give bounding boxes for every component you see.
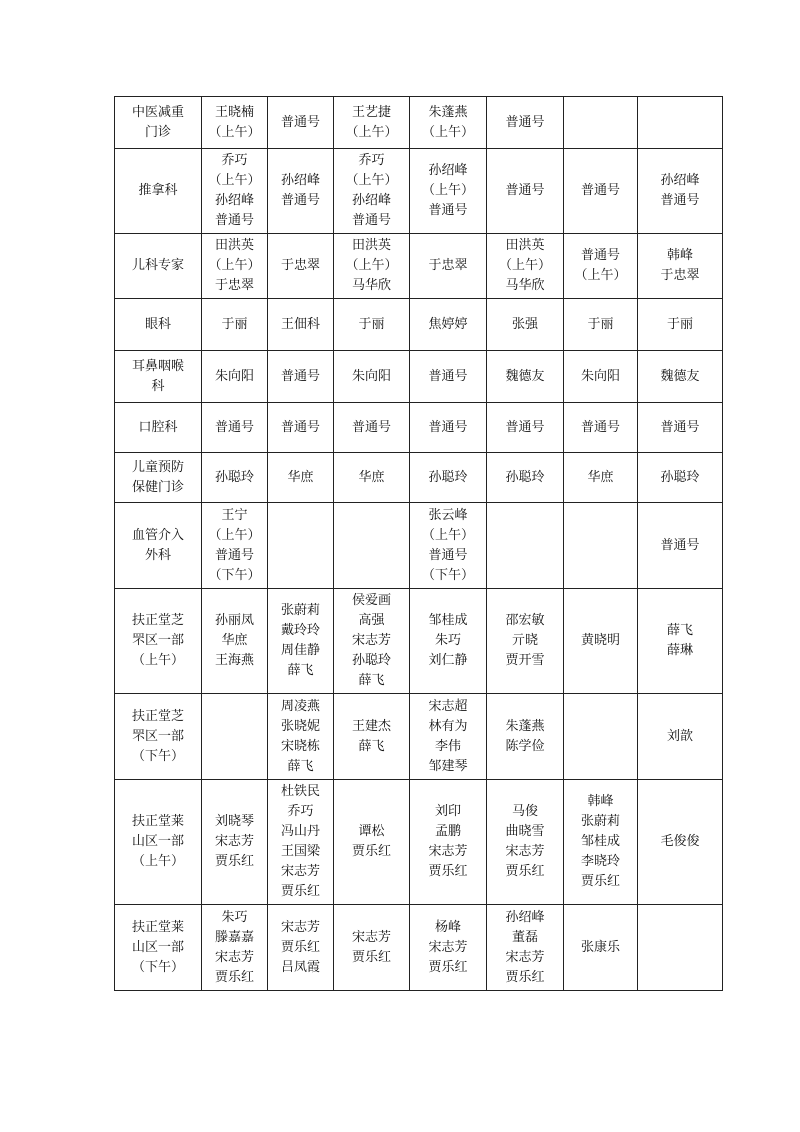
doctor-cell: 乔巧 （上午） 孙绍峰 普通号 <box>334 149 410 234</box>
doctor-cell: 刘晓琴 宋志芳 贾乐红 <box>202 780 268 905</box>
doctor-cell: 于忠翠 <box>268 234 334 299</box>
doctor-cell: 孙聪玲 <box>410 453 487 503</box>
doctor-cell: 普通号 <box>564 149 638 234</box>
doctor-cell: 普通号 <box>202 403 268 453</box>
doctor-cell: 王宁 （上午） 普通号 （下午） <box>202 503 268 589</box>
doctor-cell: 孙聪玲 <box>487 453 564 503</box>
doctor-cell: 魏德友 <box>487 351 564 403</box>
doctor-cell: 黄晓明 <box>564 589 638 694</box>
schedule-row <box>115 453 723 503</box>
doctor-cell: 普通号 <box>268 403 334 453</box>
doctor-cell: 薛飞 薛琳 <box>638 589 723 694</box>
doctor-cell: 周凌燕 张晓妮 宋晓栋 薛飞 <box>268 694 334 780</box>
doctor-cell: 孙绍峰 普通号 <box>268 149 334 234</box>
department-cell: 口腔科 <box>115 403 202 453</box>
department-cell: 耳鼻咽喉 科 <box>115 351 202 403</box>
doctor-cell: 田洪英 （上午） 马华欣 <box>487 234 564 299</box>
doctor-cell: 朱蓬燕 陈学俭 <box>487 694 564 780</box>
doctor-cell <box>202 694 268 780</box>
doctor-cell <box>638 905 723 991</box>
doctor-cell: 魏德友 <box>638 351 723 403</box>
schedule-row <box>115 351 723 403</box>
doctor-cell: 普通号 <box>638 403 723 453</box>
schedule-row <box>115 589 723 694</box>
doctor-cell: 朱向阳 <box>334 351 410 403</box>
doctor-cell: 华庶 <box>268 453 334 503</box>
doctor-cell: 侯爱画 高强 宋志芳 孙聪玲 薛飞 <box>334 589 410 694</box>
doctor-cell: 宋志芳 贾乐红 吕凤霞 <box>268 905 334 991</box>
doctor-cell: 杜铁民 乔巧 冯山丹 王国梁 宋志芳 贾乐红 <box>268 780 334 905</box>
doctor-cell <box>564 503 638 589</box>
doctor-cell: 杨峰 宋志芳 贾乐红 <box>410 905 487 991</box>
doctor-cell: 普通号 <box>268 351 334 403</box>
doctor-cell <box>268 503 334 589</box>
doctor-cell: 张康乐 <box>564 905 638 991</box>
doctor-cell: 孙聪玲 <box>638 453 723 503</box>
schedule-row <box>115 503 723 589</box>
doctor-cell: 朱蓬燕 （上午） <box>410 97 487 149</box>
doctor-cell <box>638 97 723 149</box>
doctor-cell: 王佃科 <box>268 299 334 351</box>
doctor-cell: 于丽 <box>202 299 268 351</box>
schedule-row <box>115 403 723 453</box>
department-cell: 血管介入 外科 <box>115 503 202 589</box>
doctor-cell: 普通号 <box>638 503 723 589</box>
doctor-cell: 孙丽凤 华庶 王海燕 <box>202 589 268 694</box>
doctor-cell: 普通号 <box>410 403 487 453</box>
department-cell: 推拿科 <box>115 149 202 234</box>
doctor-cell: 于丽 <box>334 299 410 351</box>
doctor-cell: 王艺捷 （上午） <box>334 97 410 149</box>
department-cell: 扶正堂芝 罘区一部 （下午） <box>115 694 202 780</box>
department-cell: 儿童预防 保健门诊 <box>115 453 202 503</box>
schedule-row <box>115 780 723 905</box>
doctor-cell: 普通号 <box>410 351 487 403</box>
schedule-row <box>115 299 723 351</box>
doctor-cell: 田洪英 （上午） 马华欣 <box>334 234 410 299</box>
doctor-cell: 孙绍峰 普通号 <box>638 149 723 234</box>
department-cell: 扶正堂莱 山区一部 （下午） <box>115 905 202 991</box>
doctor-cell <box>564 694 638 780</box>
doctor-cell: 邹桂成 朱巧 刘仁静 <box>410 589 487 694</box>
doctor-cell: 刘印 孟鹏 宋志芳 贾乐红 <box>410 780 487 905</box>
doctor-cell: 普通号 <box>334 403 410 453</box>
department-cell: 儿科专家 <box>115 234 202 299</box>
doctor-cell: 于忠翠 <box>410 234 487 299</box>
doctor-cell: 韩峰 张蔚莉 邹桂成 李晓玲 贾乐红 <box>564 780 638 905</box>
doctor-cell: 张云峰 （上午） 普通号 （下午） <box>410 503 487 589</box>
doctor-cell: 毛俊俊 <box>638 780 723 905</box>
doctor-cell: 宋志超 林有为 李伟 邹建琴 <box>410 694 487 780</box>
doctor-cell: 孙聪玲 <box>202 453 268 503</box>
doctor-cell: 邵宏敏 亓晓 贾开雪 <box>487 589 564 694</box>
doctor-cell: 韩峰 于忠翠 <box>638 234 723 299</box>
department-cell: 中医减重 门诊 <box>115 97 202 149</box>
doctor-cell: 焦婷婷 <box>410 299 487 351</box>
doctor-cell: 于丽 <box>564 299 638 351</box>
doctor-cell: 田洪英 （上午） 于忠翠 <box>202 234 268 299</box>
doctor-cell: 普通号 <box>268 97 334 149</box>
schedule-row <box>115 694 723 780</box>
doctor-cell: 孙绍峰 董磊 宋志芳 贾乐红 <box>487 905 564 991</box>
doctor-cell: 华庶 <box>334 453 410 503</box>
schedule-table <box>114 96 723 991</box>
doctor-cell: 华庶 <box>564 453 638 503</box>
schedule-row <box>115 234 723 299</box>
doctor-cell: 普通号 <box>564 403 638 453</box>
doctor-cell: 王晓楠 （上午） <box>202 97 268 149</box>
doctor-cell: 孙绍峰 （上午） 普通号 <box>410 149 487 234</box>
doctor-cell: 宋志芳 贾乐红 <box>334 905 410 991</box>
doctor-cell: 普通号 <box>487 403 564 453</box>
doctor-cell: 朱巧 滕嘉嘉 宋志芳 贾乐红 <box>202 905 268 991</box>
doctor-cell <box>564 97 638 149</box>
doctor-cell: 普通号 <box>487 149 564 234</box>
doctor-cell: 于丽 <box>638 299 723 351</box>
doctor-cell: 朱向阳 <box>202 351 268 403</box>
doctor-cell: 普通号 <box>487 97 564 149</box>
department-cell: 扶正堂芝 罘区一部 （上午） <box>115 589 202 694</box>
doctor-cell: 张蔚莉 戴玲玲 周佳静 薛飞 <box>268 589 334 694</box>
schedule-row <box>115 149 723 234</box>
doctor-cell: 乔巧 （上午） 孙绍峰 普通号 <box>202 149 268 234</box>
doctor-cell: 谭松 贾乐红 <box>334 780 410 905</box>
schedule-row <box>115 905 723 991</box>
schedule-row <box>115 97 723 149</box>
doctor-cell <box>487 503 564 589</box>
doctor-cell: 普通号 （上午） <box>564 234 638 299</box>
doctor-cell <box>334 503 410 589</box>
doctor-cell: 刘歆 <box>638 694 723 780</box>
schedule-body <box>115 97 723 991</box>
doctor-cell: 王建杰 薛飞 <box>334 694 410 780</box>
doctor-cell: 马俊 曲晓雪 宋志芳 贾乐红 <box>487 780 564 905</box>
department-cell: 扶正堂莱 山区一部 （上午） <box>115 780 202 905</box>
department-cell: 眼科 <box>115 299 202 351</box>
doctor-cell: 朱向阳 <box>564 351 638 403</box>
doctor-cell: 张强 <box>487 299 564 351</box>
